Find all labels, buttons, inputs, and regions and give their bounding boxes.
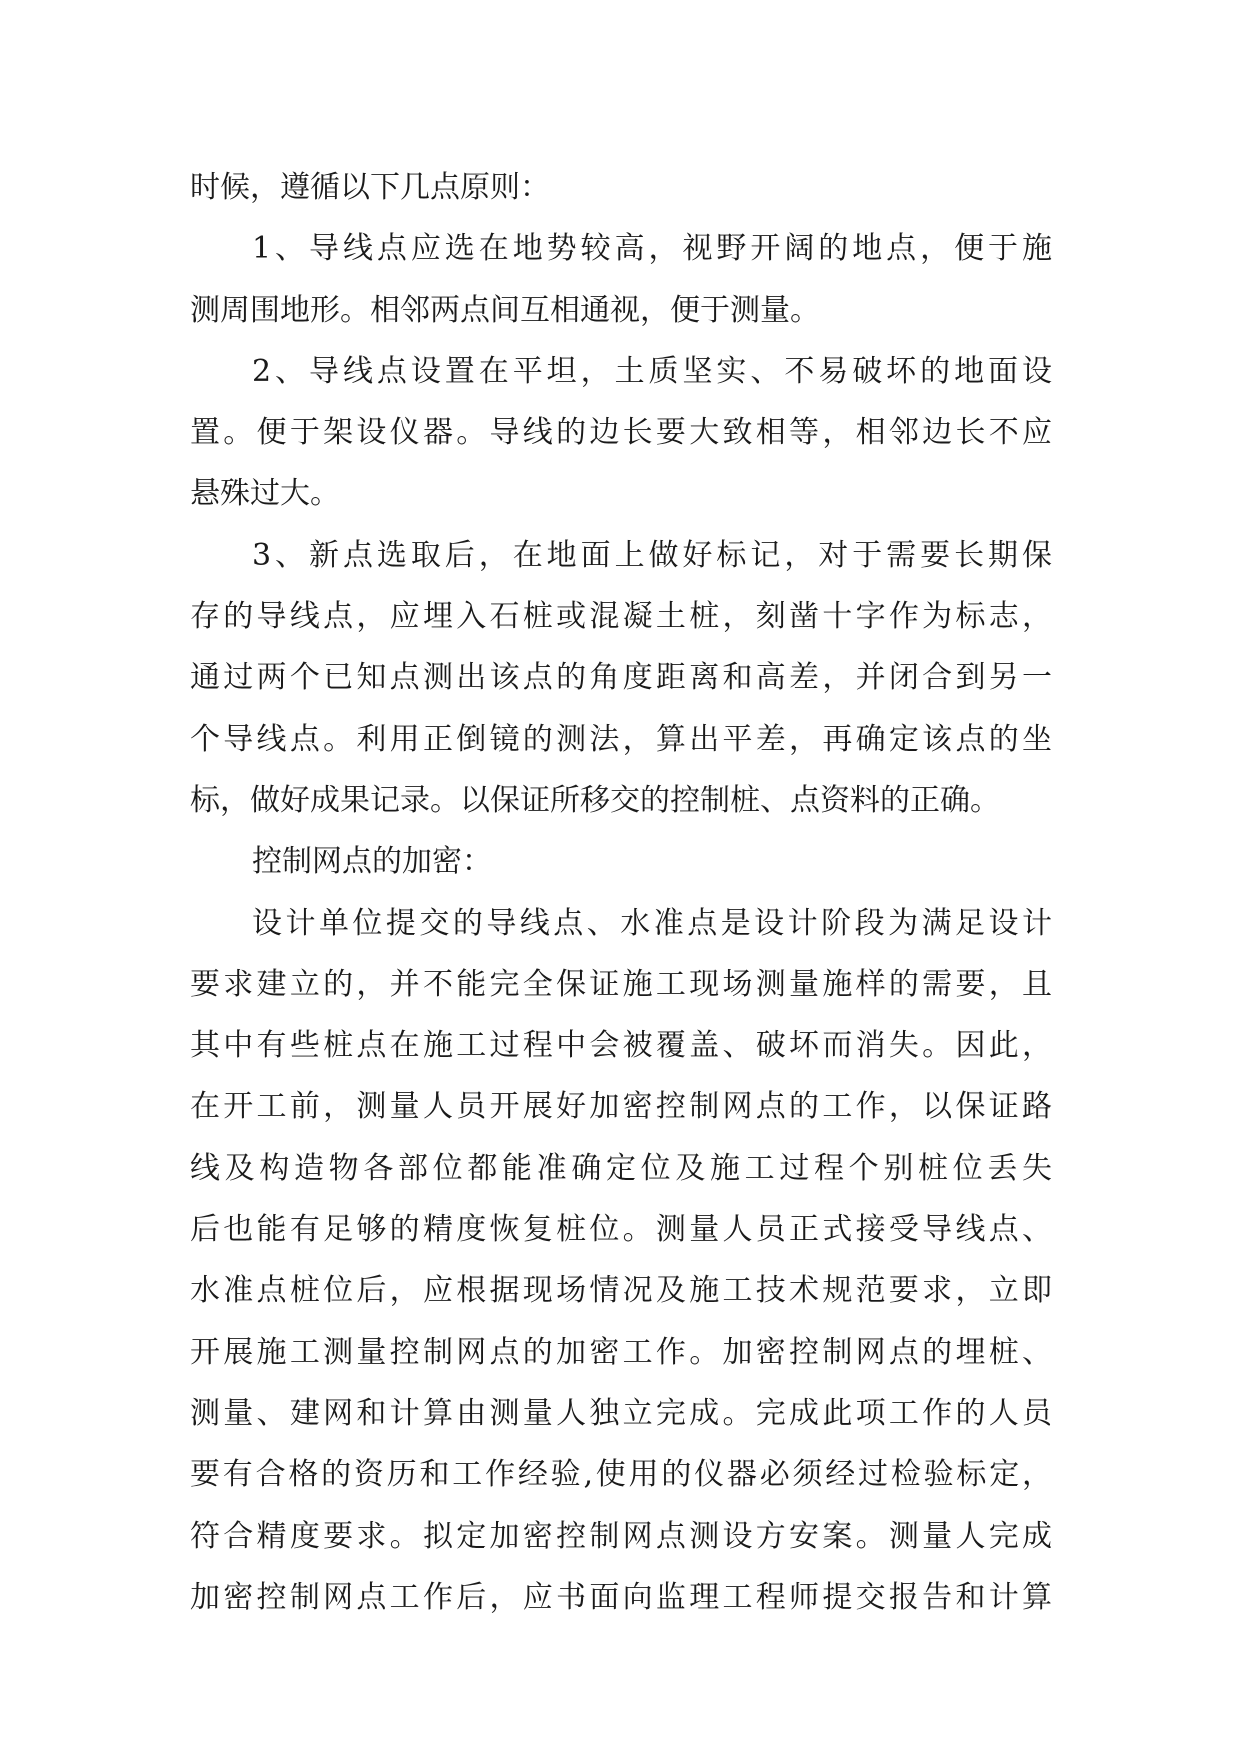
text-line: 存的导线点，应埋入石桩或混凝土桩，刻凿十字作为标志， xyxy=(190,599,1052,635)
text-line: 测量、建网和计算由测量人独立完成。完成此项工作的人员 xyxy=(190,1395,1052,1431)
text-line: 3、新点选取后，在地面上做好标记，对于需要长期保 xyxy=(252,537,1052,573)
text-line: 要求建立的，并不能完全保证施工现场测量施样的需要，且 xyxy=(190,966,1052,1002)
text-line: 线及构造物各部位都能准确定位及施工过程个别桩位丢失 xyxy=(190,1150,1052,1186)
text-line: 加密控制网点工作后，应书面向监理工程师提交报告和计算 xyxy=(190,1579,1052,1615)
text-line: 时候，遵循以下几点原则： xyxy=(190,170,550,205)
text-line: 水准点桩位后，应根据现场情况及施工技术规范要求，立即 xyxy=(190,1273,1052,1309)
text-line: 置。便于架设仪器。导线的边长要大致相等，相邻边长不应 xyxy=(190,415,1052,451)
text-line: 通过两个已知点测出该点的角度距离和高差，并闭合到另一 xyxy=(190,660,1052,696)
text-line: 2、导线点设置在平坦，土质坚实、不易破坏的地面设 xyxy=(252,353,1052,389)
text-line: 个导线点。利用正倒镜的测法，算出平差，再确定该点的坐 xyxy=(190,721,1052,757)
text-line: 其中有些桩点在施工过程中会被覆盖、破坏而消失。因此， xyxy=(190,1028,1052,1064)
document-body xyxy=(190,157,1052,1628)
text-line: 开展施工测量控制网点的加密工作。加密控制网点的埋桩、 xyxy=(190,1334,1052,1370)
text-line: 要有合格的资历和工作经验,使用的仪器必须经过检验标定， xyxy=(190,1457,1052,1493)
text-line: 1、导线点应选在地势较高，视野开阔的地点，便于施 xyxy=(252,231,1052,267)
text-line: 符合精度要求。拟定加密控制网点测设方安案。测量人完成 xyxy=(190,1518,1052,1554)
text-line: 后也能有足够的精度恢复桩位。测量人员正式接受导线点、 xyxy=(190,1212,1052,1248)
text-line: 设计单位提交的导线点、水准点是设计阶段为满足设计 xyxy=(252,905,1052,941)
text-line: 悬殊过大。 xyxy=(190,476,340,512)
text-line: 标，做好成果记录。以保证所移交的控制桩、点资料的正确。 xyxy=(190,782,1000,818)
text-line: 测周围地形。相邻两点间互相通视，便于测量。 xyxy=(190,292,820,328)
text-line: 在开工前，测量人员开展好加密控制网点的工作，以保证路 xyxy=(190,1089,1052,1125)
section-heading: 控制网点的加密： xyxy=(252,844,492,880)
